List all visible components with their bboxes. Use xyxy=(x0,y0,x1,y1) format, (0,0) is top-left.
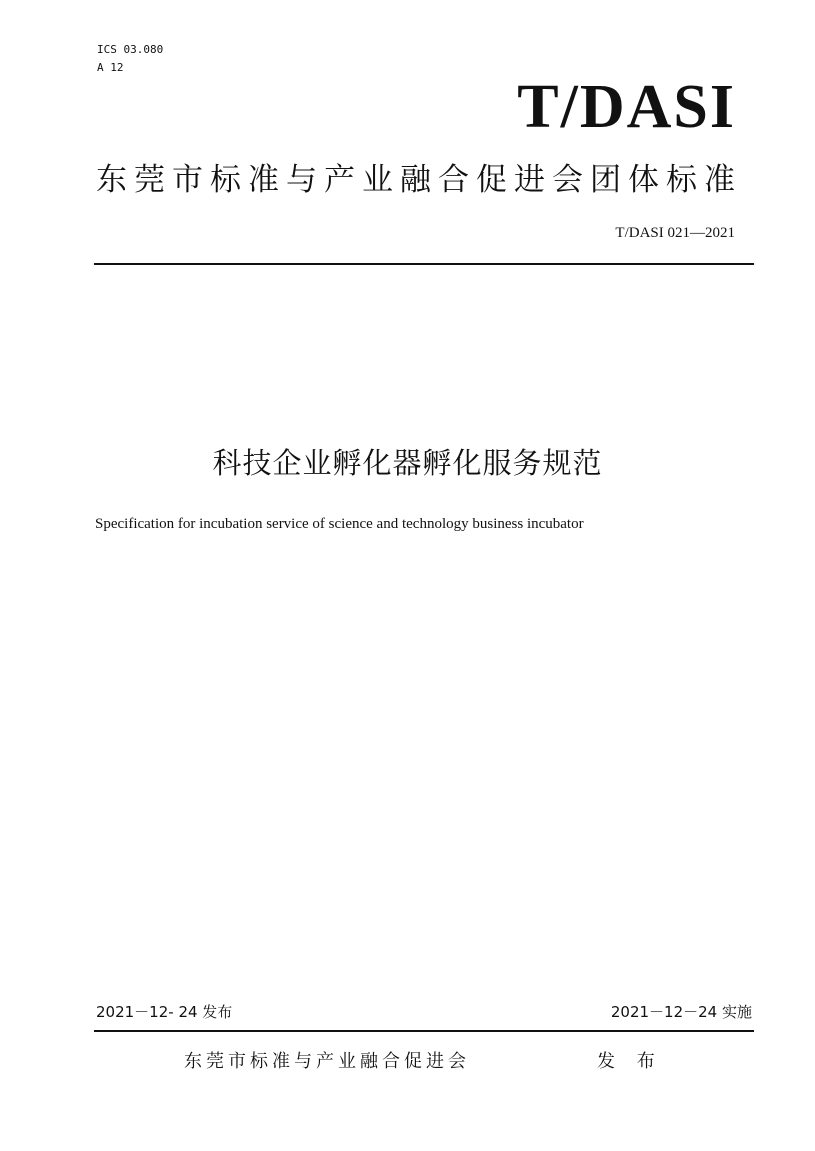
document-title-chinese: 科技企业孵化器孵化服务规范 xyxy=(212,446,603,480)
bottom-divider xyxy=(94,1030,754,1032)
issue-label: 发 布 xyxy=(597,1051,663,1072)
publish-date: 2021－12- 24 发布 xyxy=(96,1003,233,1021)
issuing-organization: 东莞市标准与产业融合促进会 xyxy=(184,1051,470,1072)
standard-number: T/DASI 021—2021 xyxy=(615,225,735,241)
implement-date: 2021－12－24 实施 xyxy=(610,1003,752,1021)
organization-standard-title: 东莞市标准与产业融合促进会团体标准 xyxy=(96,162,742,198)
top-divider xyxy=(94,263,754,265)
standard-logo: T/DASI xyxy=(517,73,736,141)
ccs-code: A 12 xyxy=(97,61,124,74)
document-title-english: Specification for incubation service of science and technology business incubator xyxy=(95,516,584,532)
ics-code: ICS 03.080 xyxy=(97,43,164,56)
